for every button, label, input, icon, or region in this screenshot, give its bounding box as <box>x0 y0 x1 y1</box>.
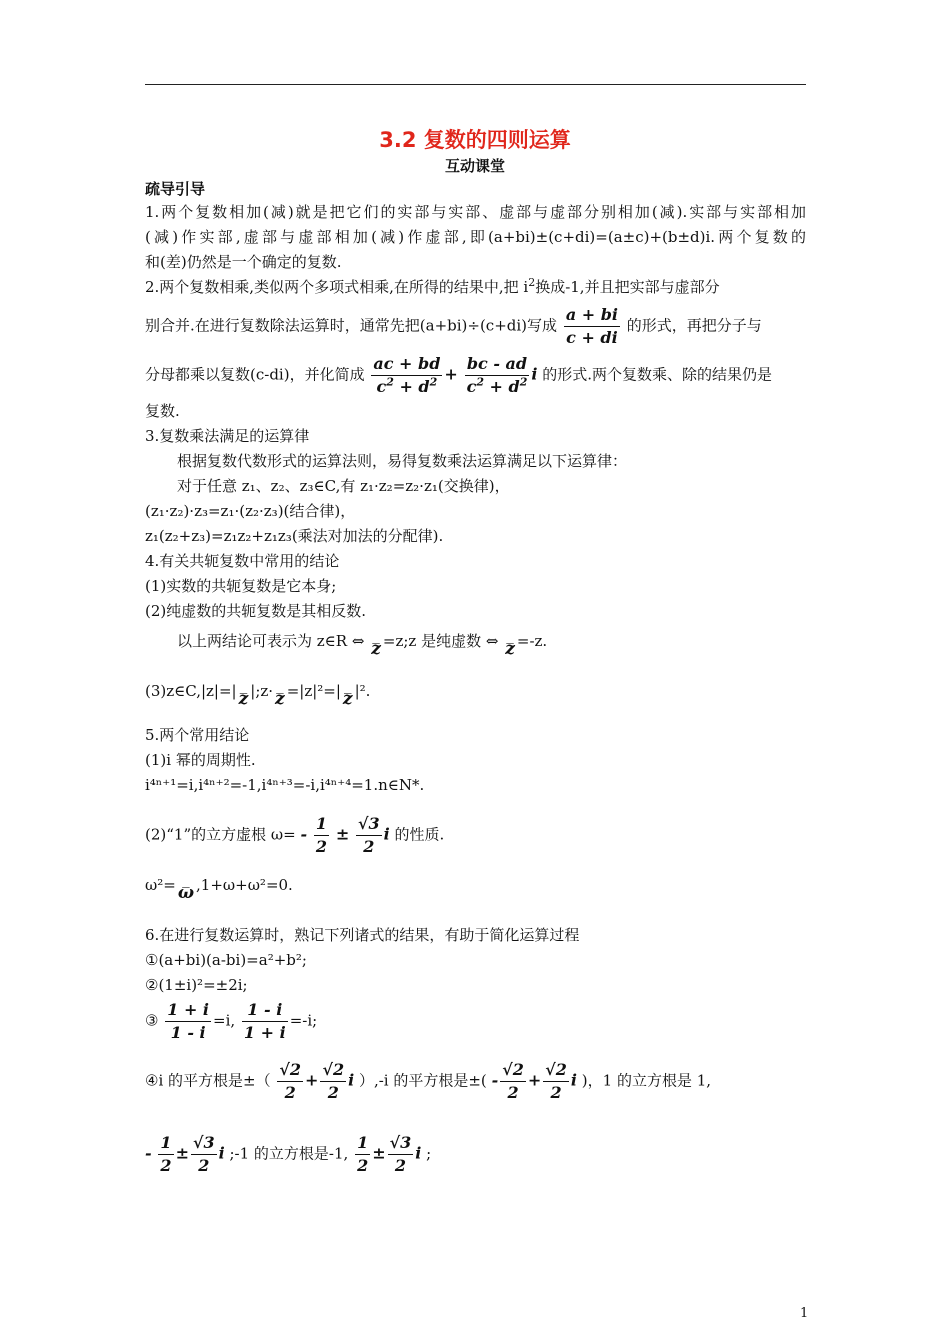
p2-line1: 2.两个复数相乘,类似两个多项式相乘,在所得的结果中,把 $i^2$换成-1,并且把实部与虚部分 <box>145 276 720 296</box>
p1-line1: 1.两个复数相加(减)就是把它们的实部与实部、虚部与虚部分别相加(减).实部与实部相加 <box>145 203 806 221</box>
section-heading: 疏导引导 <box>145 180 206 198</box>
p6-line4: ④i 的平方根是±（ $\frac{√2}{2}$ + $\frac{√2}{2}$ i ）,-i 的平方根是±( - $\frac{√2}{2}$ + $\frac{√2}{2}$ i )，1 的立方根是 1, <box>145 1060 712 1102</box>
fraction-real-part: $\frac{ac + bd}{c^2 + d^2}$ <box>373 354 441 396</box>
p4-line2: (2)纯虚数的共轭复数是其相反数. <box>145 602 367 620</box>
p5-line1: (1)i 幂的周期性. <box>145 751 256 769</box>
p2-line3: 分母都乘以复数(c-di)，并化简成 $\frac{ac + bd}{c^2 + d^2}$ + $\frac{bc - ad}{c^2 + d^2}$ i 的形式.两个复数乘、除的结果仍是 <box>145 354 773 396</box>
p2-line2: 别合并.在进行复数除法运算时，通常先把(a+bi)÷(c+di)写成 $\frac{a + bi}{c + di}$ 的形式，再把分子与 <box>145 305 762 347</box>
p1-line3: 和(差)仍然是一个确定的复数. <box>145 253 342 271</box>
p5-line2: i⁴ⁿ⁺¹=i,i⁴ⁿ⁺²=-1,i⁴ⁿ⁺³=-i,i⁴ⁿ⁺⁴=1.n∈N*. <box>145 776 425 794</box>
page-title: 3.2 复数的四则运算 <box>379 128 571 152</box>
p3-heading: 3.复数乘法满足的运算律 <box>145 427 310 445</box>
fraction-imag-part: $\frac{bc - ad}{c^2 + d^2}$ <box>466 354 528 396</box>
p6-line1: ①(a+bi)(a-bi)=a²+b²; <box>145 951 307 969</box>
p4-line1: (1)实数的共轭复数是它本身; <box>145 577 337 595</box>
page-number: 1 <box>800 1306 809 1321</box>
p4-heading: 4.有关共轭复数中常用的结论 <box>145 552 340 570</box>
p3-line1: 根据复数代数形式的运算法则，易得复数乘法运算满足以下运算律： <box>177 452 628 470</box>
p3-line3: (z₁·z₂)·z₃=z₁·(z₂·z₃)(结合律)， <box>145 502 356 520</box>
p1-line2: (减)作实部,虚部与虚部相加(减)作虚部,即(a+bi)±(c+di)=(a±c)+(b±d)i.两个复数的 <box>145 228 806 246</box>
p3-line2: 对于任意 z₁、z₂、z₃∈C,有 z₁·z₂=z₂·z₁(交换律)， <box>177 477 510 495</box>
p6-heading: 6.在进行复数运算时，熟记下列诸式的结果，有助于简化运算过程 <box>145 926 580 944</box>
header-rule <box>145 84 806 85</box>
p5-heading: 5.两个常用结论 <box>145 726 250 744</box>
p6-line2: ②(1±i)²=±2i; <box>145 976 248 994</box>
p5-line4: ω²= _ ω ,1+ω+ω²=0. <box>145 870 293 903</box>
page-subtitle: 互动课堂 <box>444 157 505 175</box>
p6-line5: - $\frac{1}{2}$ ± $\frac{√3}{2}$ i ;-1 的立方根是-1, $\frac{1}{2}$ ± $\frac{√3}{2}$ i ; <box>145 1133 432 1175</box>
p6-line3: ③ $\frac{1 + i}{1 - i}$ =i, $\frac{1 - i}{1 + i}$ =-i; <box>145 1000 318 1042</box>
p4-line3: 以上两结论可表示为 z∈R ⇔ _ z =z;z 是纯虚数 ⇔ _ z =-z. <box>177 626 548 659</box>
fraction-a-bi-over-c-di: $\frac{a + bi}{c + di}$ <box>565 305 618 347</box>
p5-line3: (2)“1”的立方虚根 ω= - $\frac{1}{2}$ ± $\frac{√3}{2}$ i 的性质. <box>145 814 445 856</box>
p3-line4: z₁(z₂+z₃)=z₁z₂+z₁z₃(乘法对加法的分配律). <box>145 527 444 545</box>
p4-line4: (3)z∈C,|z|=| _ z |;z· _ z =|z|²=| _ z |². <box>145 676 371 709</box>
p2-line4: 复数. <box>145 402 180 420</box>
